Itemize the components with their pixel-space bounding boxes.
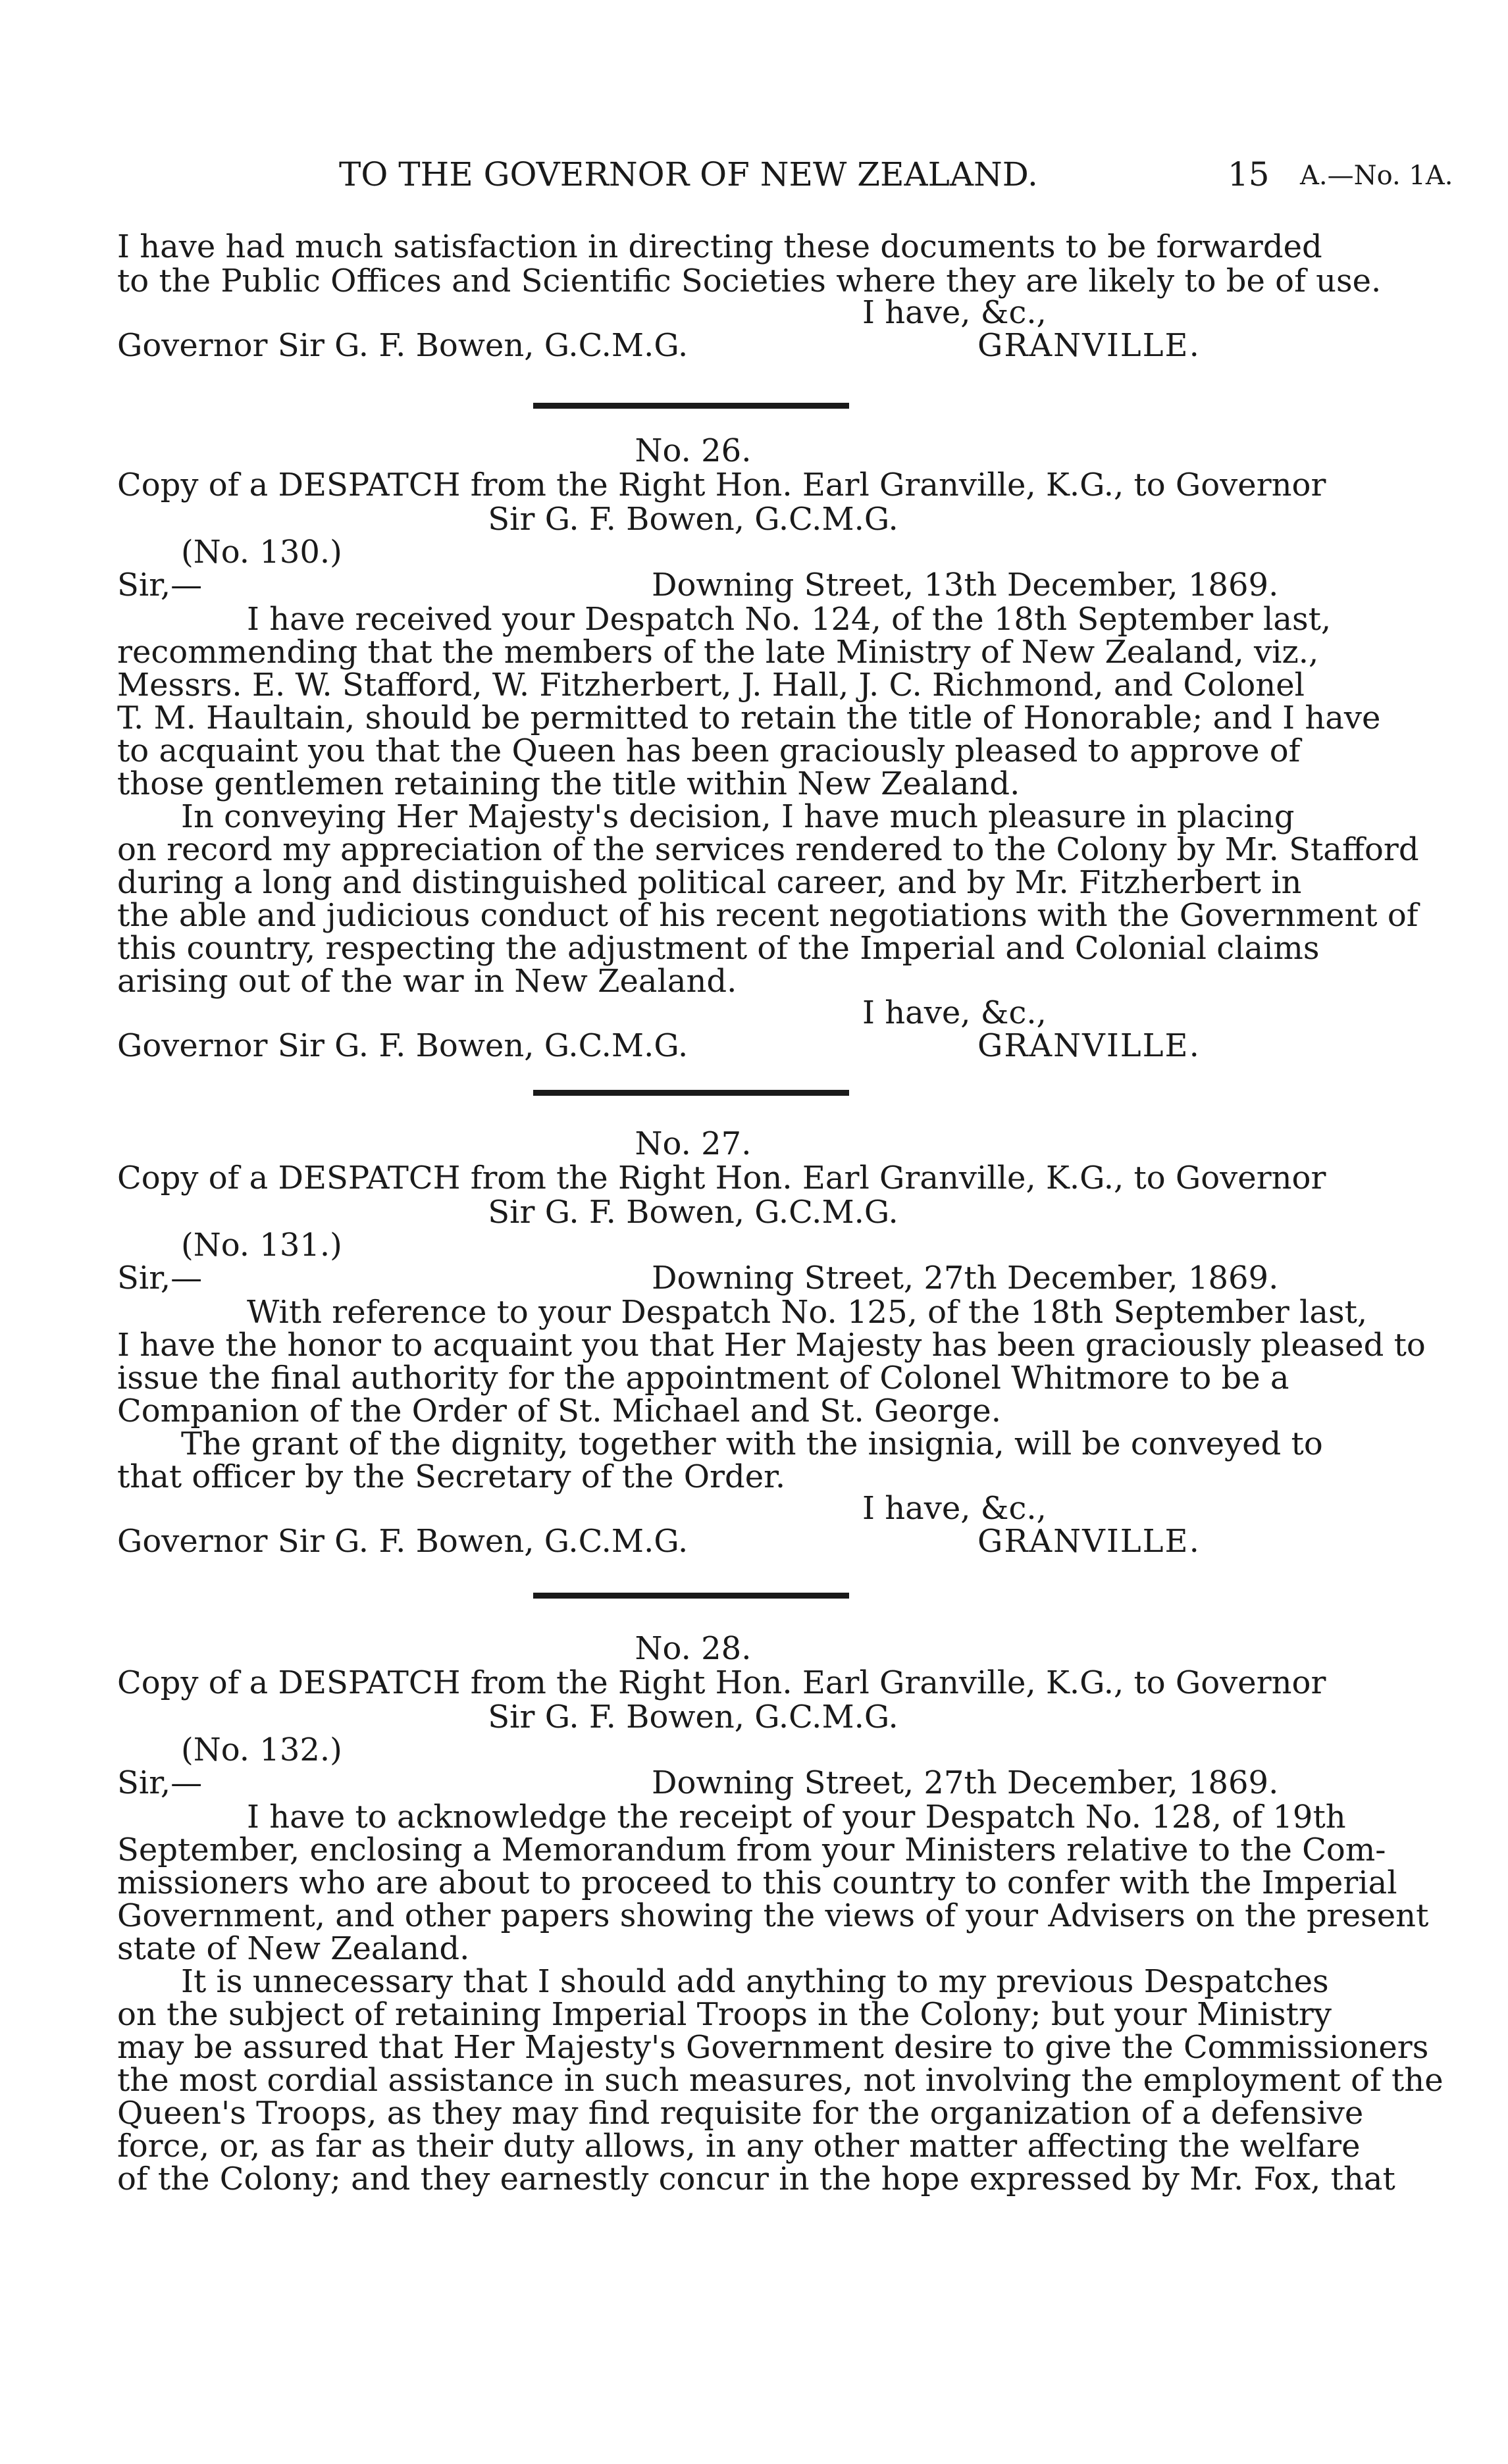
despatch-27-place-date: Downing Street, 27th December, 1869. <box>652 1260 1279 1296</box>
despatch-27-ref: (No. 131.) <box>181 1227 342 1264</box>
despatch-28-title-cont: Sir G. F. Bowen, G.C.M.G. <box>488 1699 898 1735</box>
despatch-26-place-date: Downing Street, 13th December, 1869. <box>652 567 1279 603</box>
despatch-28-salutation: Sir,— <box>117 1764 203 1801</box>
intro-line-2: to the Public Offices and Scientific Societies where they are likely to be of use. <box>117 263 1382 299</box>
despatch-28-title: Copy of a DESPATCH from the Right Hon. Earl Granville, K.G., to Governor <box>117 1664 1326 1701</box>
despatch-27-line: With reference to your Despatch No. 125, of the 18th September last, <box>247 1294 1368 1331</box>
despatch-28-line: Government, and other papers showing the views of your Advisers on the present <box>117 1897 1429 1934</box>
despatch-28-line: September, enclosing a Memorandum from your Ministers relative to the Com- <box>117 1832 1386 1868</box>
despatch-28-line: the most cordial assistance in such measures, not involving the employment of the <box>117 2062 1443 2099</box>
despatch-28-line: may be assured that Her Majesty's Government desire to give the Commissioners <box>117 2029 1429 2066</box>
despatch-26-line: I have received your Despatch No. 124, of the 18th September last, <box>247 601 1332 638</box>
intro-addressee: Governor Sir G. F. Bowen, G.C.M.G. <box>117 327 689 364</box>
despatch-28-line: force, or, as far as their duty allows, in any other matter affecting the welfare <box>117 2128 1361 2165</box>
despatch-26-ref: (No. 130.) <box>181 534 342 571</box>
section-divider <box>533 403 849 409</box>
despatch-28-place-date: Downing Street, 27th December, 1869. <box>652 1764 1279 1801</box>
despatch-27-line: issue the final authority for the appointment of Colonel Whitmore to be a <box>117 1360 1289 1397</box>
despatch-26-line: arising out of the war in New Zealand. <box>117 963 737 1000</box>
despatch-26-salutation: Sir,— <box>117 567 203 603</box>
despatch-27-addressee: Governor Sir G. F. Bowen, G.C.M.G. <box>117 1523 689 1560</box>
despatch-26-title-cont: Sir G. F. Bowen, G.C.M.G. <box>488 501 898 538</box>
despatch-26-line: to acquaint you that the Queen has been graciously pleased to approve of <box>117 732 1301 769</box>
intro-line-1: I have had much satisfaction in directing these documents to be forwarded <box>117 228 1322 265</box>
despatch-27-number: No. 27. <box>635 1125 752 1162</box>
despatch-26-line: on record my appreciation of the services rendered to the Colony by Mr. Stafford <box>117 831 1419 868</box>
despatch-26-line: T. M. Haultain, should be permitted to retain the title of Honorable; and I have <box>117 700 1381 736</box>
despatch-28-line: missioners who are about to proceed to this country to confer with the Imperial <box>117 1864 1397 1901</box>
despatch-26-closing: I have, &c., <box>862 994 1047 1031</box>
despatch-26-signature: GRANVILLE. <box>977 1027 1201 1064</box>
despatch-28-ref: (No. 132.) <box>181 1732 342 1768</box>
section-divider <box>533 1090 849 1096</box>
despatch-27-line: Companion of the Order of St. Michael and St. George. <box>117 1393 1001 1429</box>
running-header-title: TO THE GOVERNOR OF NEW ZEALAND. <box>339 155 1038 193</box>
despatch-26-number: No. 26. <box>635 432 752 469</box>
despatch-27-signature: GRANVILLE. <box>977 1523 1201 1560</box>
despatch-27-closing: I have, &c., <box>862 1490 1047 1527</box>
intro-signature: GRANVILLE. <box>977 327 1201 364</box>
despatch-26-addressee: Governor Sir G. F. Bowen, G.C.M.G. <box>117 1027 689 1064</box>
despatch-26-title: Copy of a DESPATCH from the Right Hon. Earl Granville, K.G., to Governor <box>117 467 1326 503</box>
despatch-27-line: The grant of the dignity, together with the insignia, will be conveyed to <box>181 1425 1323 1462</box>
despatch-26-line: the able and judicious conduct of his recent negotiations with the Government of <box>117 897 1418 934</box>
page-number: 15 <box>1228 155 1270 193</box>
section-divider <box>533 1593 849 1599</box>
despatch-26-line: Messrs. E. W. Stafford, W. Fitzherbert, J. Hall, J. C. Richmond, and Colonel <box>117 667 1305 704</box>
despatch-27-line: that officer by the Secretary of the Order. <box>117 1458 786 1495</box>
despatch-28-line: on the subject of retaining Imperial Troops in the Colony; but your Ministry <box>117 1996 1332 2033</box>
despatch-28-line: state of New Zealand. <box>117 1930 470 1967</box>
despatch-28-number: No. 28. <box>635 1630 752 1667</box>
paper-reference: A.—No. 1A. <box>1300 161 1453 191</box>
despatch-28-line: Queen's Troops, as they may find requisite for the organization of a defensive <box>117 2095 1364 2132</box>
despatch-27-salutation: Sir,— <box>117 1260 203 1296</box>
despatch-26-line: those gentlemen retaining the title within New Zealand. <box>117 765 1020 802</box>
intro-closing: I have, &c., <box>862 294 1047 331</box>
despatch-28-line: I have to acknowledge the receipt of your Despatch No. 128, of 19th <box>247 1799 1346 1835</box>
despatch-28-line: of the Colony; and they earnestly concur in the hope expressed by Mr. Fox, that <box>117 2161 1395 2197</box>
despatch-26-line: during a long and distinguished political career, and by Mr. Fitzherbert in <box>117 864 1302 901</box>
despatch-26-line: this country, respecting the adjustment of the Imperial and Colonial claims <box>117 930 1320 967</box>
despatch-26-line: recommending that the members of the late Ministry of New Zealand, viz., <box>117 634 1319 671</box>
despatch-26-line: In conveying Her Majesty's decision, I have much pleasure in placing <box>181 798 1295 835</box>
despatch-27-line: I have the honor to acquaint you that Her Majesty has been graciously pleased to <box>117 1327 1426 1364</box>
despatch-27-title: Copy of a DESPATCH from the Right Hon. Earl Granville, K.G., to Governor <box>117 1160 1326 1196</box>
despatch-28-line: It is unnecessary that I should add anything to my previous Despatches <box>181 1963 1329 2000</box>
despatch-27-title-cont: Sir G. F. Bowen, G.C.M.G. <box>488 1194 898 1231</box>
